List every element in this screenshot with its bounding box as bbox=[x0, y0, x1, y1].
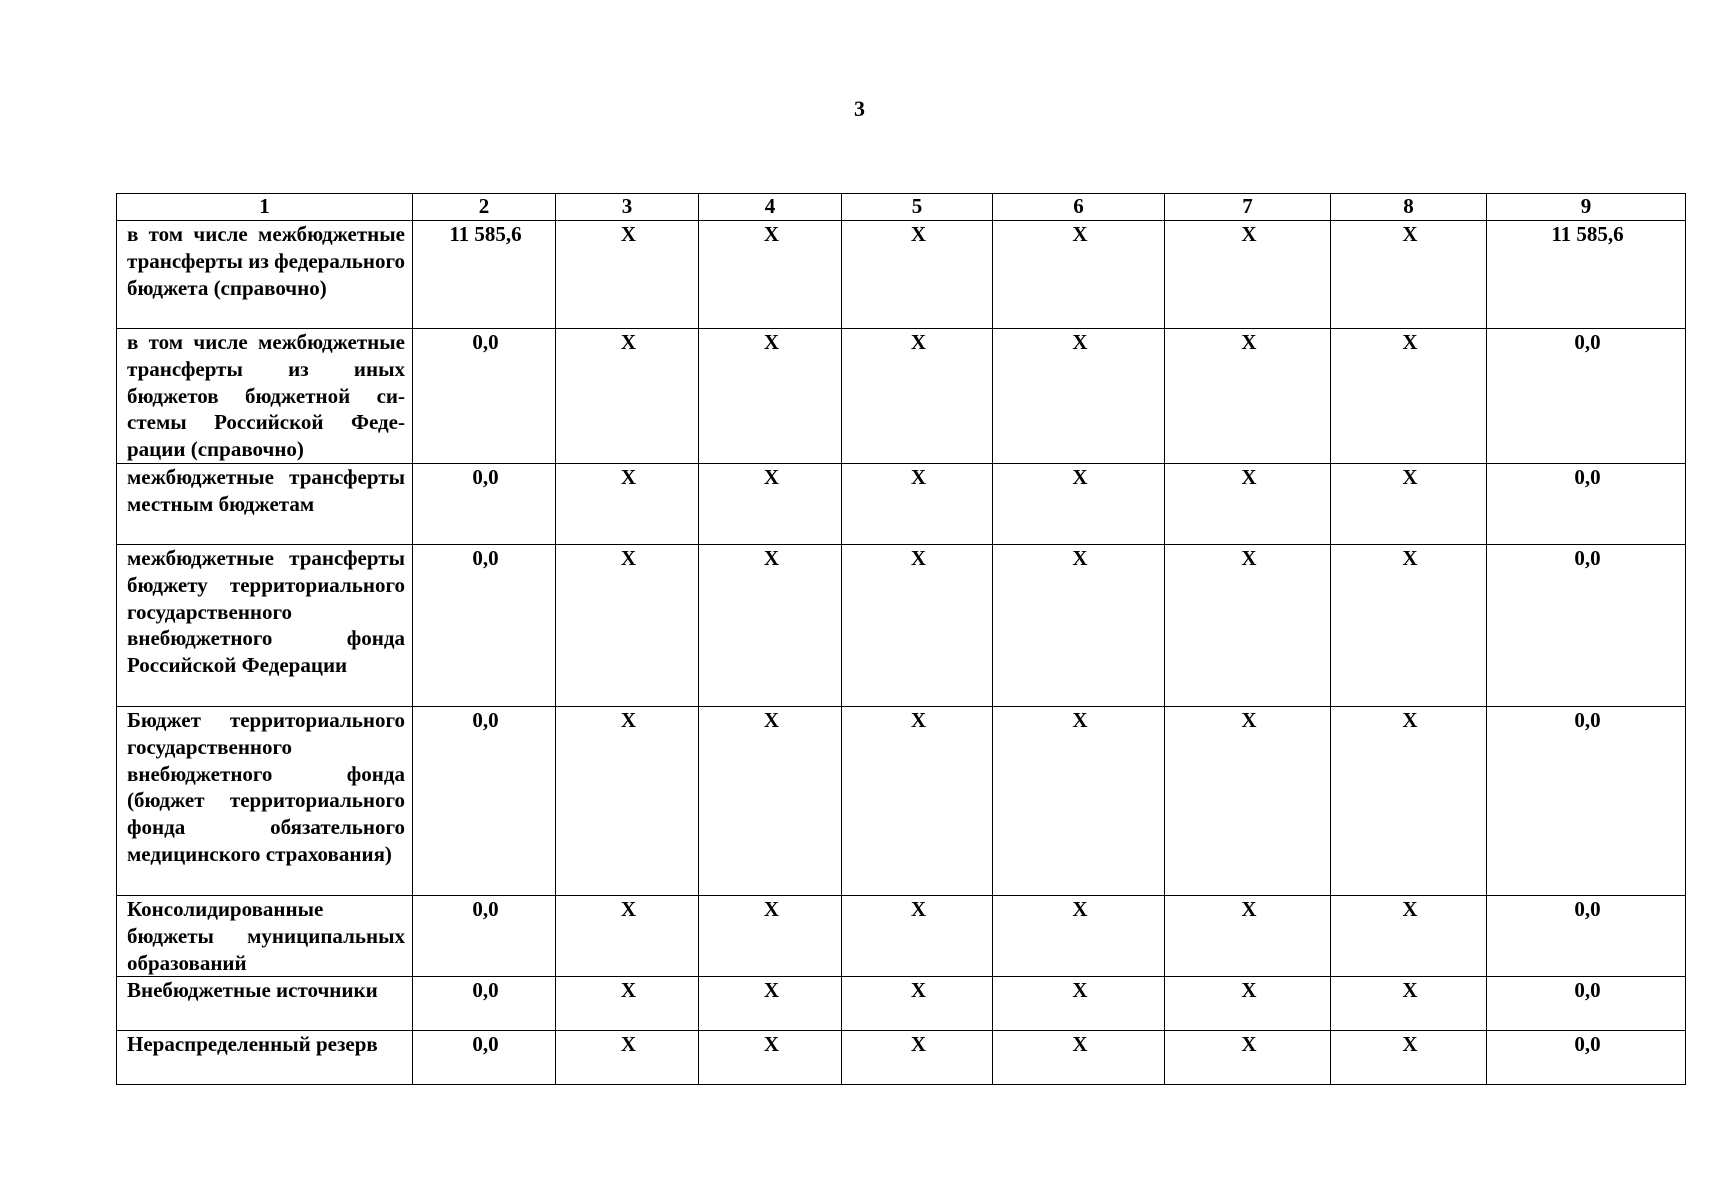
cell-x-mark: X bbox=[699, 896, 842, 977]
cell-x-mark: X bbox=[1165, 329, 1331, 464]
header-cell-4: 4 bbox=[699, 194, 842, 221]
cell-x-mark: X bbox=[993, 221, 1165, 329]
cell-x-mark: X bbox=[842, 1031, 993, 1085]
cell-x-mark: X bbox=[556, 464, 699, 545]
cell-value-col9: 11 585,6 bbox=[1487, 221, 1686, 329]
cell-x-mark: X bbox=[699, 464, 842, 545]
cell-x-mark: X bbox=[1331, 329, 1487, 464]
cell-x-mark: X bbox=[1165, 221, 1331, 329]
cell-x-mark: X bbox=[556, 707, 699, 896]
table-row bbox=[117, 221, 1686, 329]
header-cell-7: 7 bbox=[1165, 194, 1331, 221]
cell-x-mark: X bbox=[1165, 1031, 1331, 1085]
row-label: Внебюджетные источники bbox=[117, 977, 413, 1031]
cell-x-mark: X bbox=[699, 707, 842, 896]
cell-x-mark: X bbox=[842, 977, 993, 1031]
cell-x-mark: X bbox=[1165, 896, 1331, 977]
cell-value-col2: 0,0 bbox=[413, 707, 556, 896]
cell-value-col2: 11 585,6 bbox=[413, 221, 556, 329]
cell-value-col9: 0,0 bbox=[1487, 329, 1686, 464]
header-cell-6: 6 bbox=[993, 194, 1165, 221]
row-label: Консолидированные бюджеты муниципальных образований bbox=[117, 896, 413, 977]
cell-x-mark: X bbox=[1331, 545, 1487, 707]
cell-x-mark: X bbox=[993, 1031, 1165, 1085]
table-row bbox=[117, 464, 1686, 545]
cell-value-col9: 0,0 bbox=[1487, 545, 1686, 707]
cell-x-mark: X bbox=[556, 329, 699, 464]
cell-x-mark: X bbox=[1331, 221, 1487, 329]
cell-x-mark: X bbox=[842, 707, 993, 896]
row-label: в том числе межбюджетные трансферты из иных бюджетов бюджетной системы Российской Федерации (справочно) bbox=[117, 329, 413, 464]
cell-value-col2: 0,0 bbox=[413, 545, 556, 707]
cell-x-mark: X bbox=[993, 329, 1165, 464]
cell-x-mark: X bbox=[993, 545, 1165, 707]
row-label: Бюджет территориального государственного внебюджетного фонда (бюджет территориального фонда обязательного медицинского страхования) bbox=[117, 707, 413, 896]
page-number: 3 bbox=[854, 96, 865, 121]
cell-x-mark: X bbox=[699, 329, 842, 464]
cell-x-mark: X bbox=[993, 464, 1165, 545]
cell-x-mark: X bbox=[699, 1031, 842, 1085]
cell-value-col9: 0,0 bbox=[1487, 1031, 1686, 1085]
cell-x-mark: X bbox=[1331, 896, 1487, 977]
table-row bbox=[117, 545, 1686, 707]
cell-value-col9: 0,0 bbox=[1487, 464, 1686, 545]
cell-x-mark: X bbox=[1165, 545, 1331, 707]
cell-value-col2: 0,0 bbox=[413, 896, 556, 977]
cell-x-mark: X bbox=[993, 707, 1165, 896]
cell-x-mark: X bbox=[699, 977, 842, 1031]
cell-x-mark: X bbox=[556, 1031, 699, 1085]
cell-x-mark: X bbox=[842, 896, 993, 977]
header-cell-5: 5 bbox=[842, 194, 993, 221]
cell-value-col2: 0,0 bbox=[413, 1031, 556, 1085]
cell-value-col2: 0,0 bbox=[413, 329, 556, 464]
cell-value-col9: 0,0 bbox=[1487, 896, 1686, 977]
cell-x-mark: X bbox=[993, 977, 1165, 1031]
table-row bbox=[117, 977, 1686, 1031]
budget-table bbox=[116, 193, 1686, 1085]
row-label: межбюджетные трансферты бюджету территориального государственного внебюджетного фонда Российской Федерации bbox=[117, 545, 413, 707]
cell-x-mark: X bbox=[556, 896, 699, 977]
cell-x-mark: X bbox=[842, 221, 993, 329]
cell-x-mark: X bbox=[1331, 1031, 1487, 1085]
table-row bbox=[117, 329, 1686, 464]
header-cell-2: 2 bbox=[413, 194, 556, 221]
cell-x-mark: X bbox=[556, 221, 699, 329]
row-label: в том числе межбюджетные трансферты из федерального бюджета (справочно) bbox=[117, 221, 413, 329]
header-cell-1: 1 bbox=[117, 194, 413, 221]
cell-value-col9: 0,0 bbox=[1487, 707, 1686, 896]
header-cell-3: 3 bbox=[556, 194, 699, 221]
cell-x-mark: X bbox=[842, 329, 993, 464]
row-label: межбюджетные трансферты местным бюджетам bbox=[117, 464, 413, 545]
cell-x-mark: X bbox=[1331, 707, 1487, 896]
cell-x-mark: X bbox=[1331, 464, 1487, 545]
cell-x-mark: X bbox=[842, 464, 993, 545]
header-row bbox=[117, 194, 1686, 221]
cell-x-mark: X bbox=[1165, 464, 1331, 545]
cell-x-mark: X bbox=[1331, 977, 1487, 1031]
cell-x-mark: X bbox=[1165, 977, 1331, 1031]
cell-x-mark: X bbox=[699, 221, 842, 329]
cell-x-mark: X bbox=[556, 977, 699, 1031]
cell-value-col2: 0,0 bbox=[413, 977, 556, 1031]
header-cell-9: 9 bbox=[1487, 194, 1686, 221]
header-cell-8: 8 bbox=[1331, 194, 1487, 221]
cell-value-col9: 0,0 bbox=[1487, 977, 1686, 1031]
cell-x-mark: X bbox=[556, 545, 699, 707]
table-row bbox=[117, 896, 1686, 977]
cell-value-col2: 0,0 bbox=[413, 464, 556, 545]
table-row bbox=[117, 707, 1686, 896]
cell-x-mark: X bbox=[993, 896, 1165, 977]
table-row bbox=[117, 1031, 1686, 1085]
cell-x-mark: X bbox=[842, 545, 993, 707]
cell-x-mark: X bbox=[699, 545, 842, 707]
row-label: Нераспределенный резерв bbox=[117, 1031, 413, 1085]
cell-x-mark: X bbox=[1165, 707, 1331, 896]
